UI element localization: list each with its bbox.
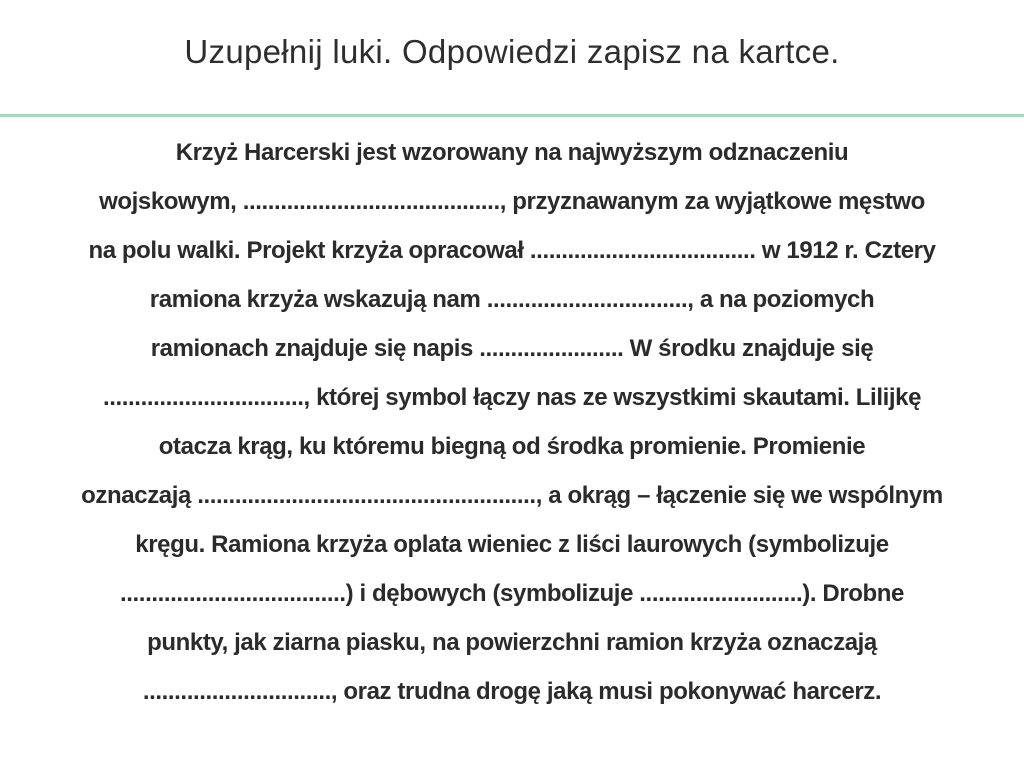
text-line-9: kręgu. Ramiona krzyża oplata wieniec z liści laurowych (symbolizuje xyxy=(135,531,889,558)
text-line-12: .............................., oraz trudna drogę jaką musi pokonywać harcerz. xyxy=(142,678,882,705)
text-line-10: ....................................) i dębowych (symbolizuje ..........................). Drobne xyxy=(120,580,904,607)
text-line-4: ramiona krzyża wskazują nam ................................, a na poziomych xyxy=(149,286,875,313)
text-line-1: Krzyż Harcerski jest wzorowany na najwyższym odznaczeniu xyxy=(175,139,849,166)
text-line-11: punkty, jak ziarna piasku, na powierzchni ramion krzyża oznaczają xyxy=(147,629,877,656)
title-divider xyxy=(0,114,1024,117)
fill-in-text xyxy=(40,128,984,716)
text-line-7: otacza krąg, ku któremu biegną od środka promienie. Promienie xyxy=(158,433,866,460)
text-line-3: na polu walki. Projekt krzyża opracował .................................... w 1912 r. Cztery xyxy=(88,237,936,264)
text-line-2: wojskowym, ........................................., przyznawanym za wyjątkowe męstwo xyxy=(99,188,925,215)
text-line-8: oznaczają ......................................................, a okrąg – łączenie się we wspólnym xyxy=(81,482,943,509)
page-title: Uzupełnij luki. Odpowiedzi zapisz na kartce. xyxy=(184,33,840,70)
text-line-5: ramionach znajduje się napis ....................... W środku znajduje się xyxy=(150,335,874,362)
text-line-6: ................................, której symbol łączy nas ze wszystkimi skautami. Lilijkę xyxy=(102,384,922,411)
